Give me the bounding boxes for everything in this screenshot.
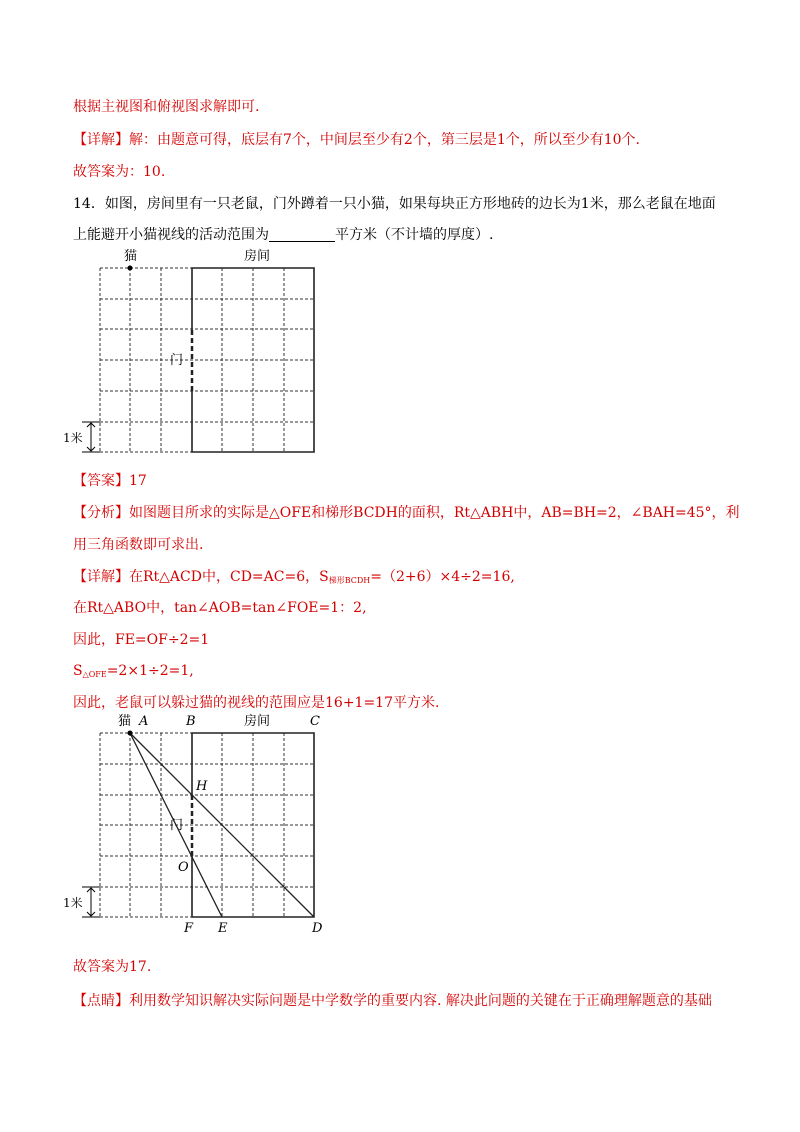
detail-tag: 【详解】 [73, 132, 129, 148]
room-label: 房间 [244, 714, 271, 729]
detail-tag: 【详解】 [73, 569, 129, 585]
analysis-tag: 【分析】 [73, 505, 129, 521]
point-c-label: C [310, 714, 320, 729]
analysis-line-2: 用三角函数即可求出. [73, 537, 204, 553]
comment-tag: 【点睛】 [73, 993, 129, 1009]
detail-line-2: 在Rt△ABO中，tan∠AOB=tan∠FOE=1：2, [73, 600, 367, 616]
detail-subscript-4: △OFE [82, 670, 107, 679]
point-d-label: D [312, 921, 323, 936]
point-b-label: B [186, 714, 196, 729]
analysis-text: 根据主视图和俯视图求解即可. [73, 99, 260, 115]
detail-subscript-1: 梯形BCDH [328, 576, 371, 585]
figure-solution-diagram [60, 705, 340, 940]
point-f-label: F [184, 921, 194, 936]
question-text-after: 平方米（不计墙的厚度）. [335, 227, 494, 243]
detail-line-4 [73, 661, 194, 685]
figure-room-grid [60, 240, 330, 460]
detail-line-1 [73, 567, 515, 591]
cat-label: 猫 [124, 249, 138, 264]
detail-line [73, 130, 640, 150]
door-label: 门 [170, 353, 184, 368]
door-label: 门 [170, 818, 184, 833]
detail-text-1-rest: =（2+6）×4÷2=16, [370, 569, 515, 585]
point-a-label: A [139, 714, 149, 729]
comment-text: 利用数学知识解决实际问题是中学数学的重要内容. 解决此问题的关键在于正确理解题意的基础 [129, 993, 712, 1009]
answer-line [73, 471, 147, 491]
question-text-before: 上能避开小猫视线的活动范围为 [73, 227, 269, 243]
detail-text-1: 在Rt△ACD中，CD=AC=6，S [129, 569, 329, 585]
detail-text: 解：由题意可得，底层有7个，中间层至少有2个，第三层是1个，所以至少有10个. [129, 132, 640, 148]
analysis-text-1: 如图题目所求的实际是△OFE和梯形BCDH的面积，Rt△ABH中，AB=BH=2，∠BAH=45°，利 [129, 505, 740, 521]
unit-label: 1米 [63, 431, 83, 445]
answer-text: 故答案为：10. [73, 164, 166, 180]
detail-text-4-rest: =2×1÷2=1, [106, 663, 194, 679]
answer-value: 17 [129, 473, 147, 489]
question-line-1: 14．如图，房间里有一只老鼠，门外蹲着一只小猫，如果每块正方形地砖的边长为1米，那么老鼠在地面 [73, 196, 716, 212]
detail-s-symbol: S [73, 663, 83, 679]
room-label: 房间 [244, 249, 271, 264]
answer-tag: 【答案】 [73, 473, 129, 489]
point-h-label: H [196, 779, 208, 794]
detail-line-5: 因此，老鼠可以躲过猫的视线的范围应是16+1=17平方米. [73, 695, 440, 711]
analysis-line-1 [73, 503, 740, 523]
detail-line-3: 因此，FE=OF÷2=1 [73, 632, 210, 648]
unit-label: 1米 [63, 896, 83, 910]
cat-label: 猫 [118, 714, 132, 729]
point-o-label: O [178, 860, 189, 875]
comment-line [73, 991, 712, 1011]
point-e-label: E [218, 921, 228, 936]
final-answer: 故答案为17. [73, 959, 152, 975]
